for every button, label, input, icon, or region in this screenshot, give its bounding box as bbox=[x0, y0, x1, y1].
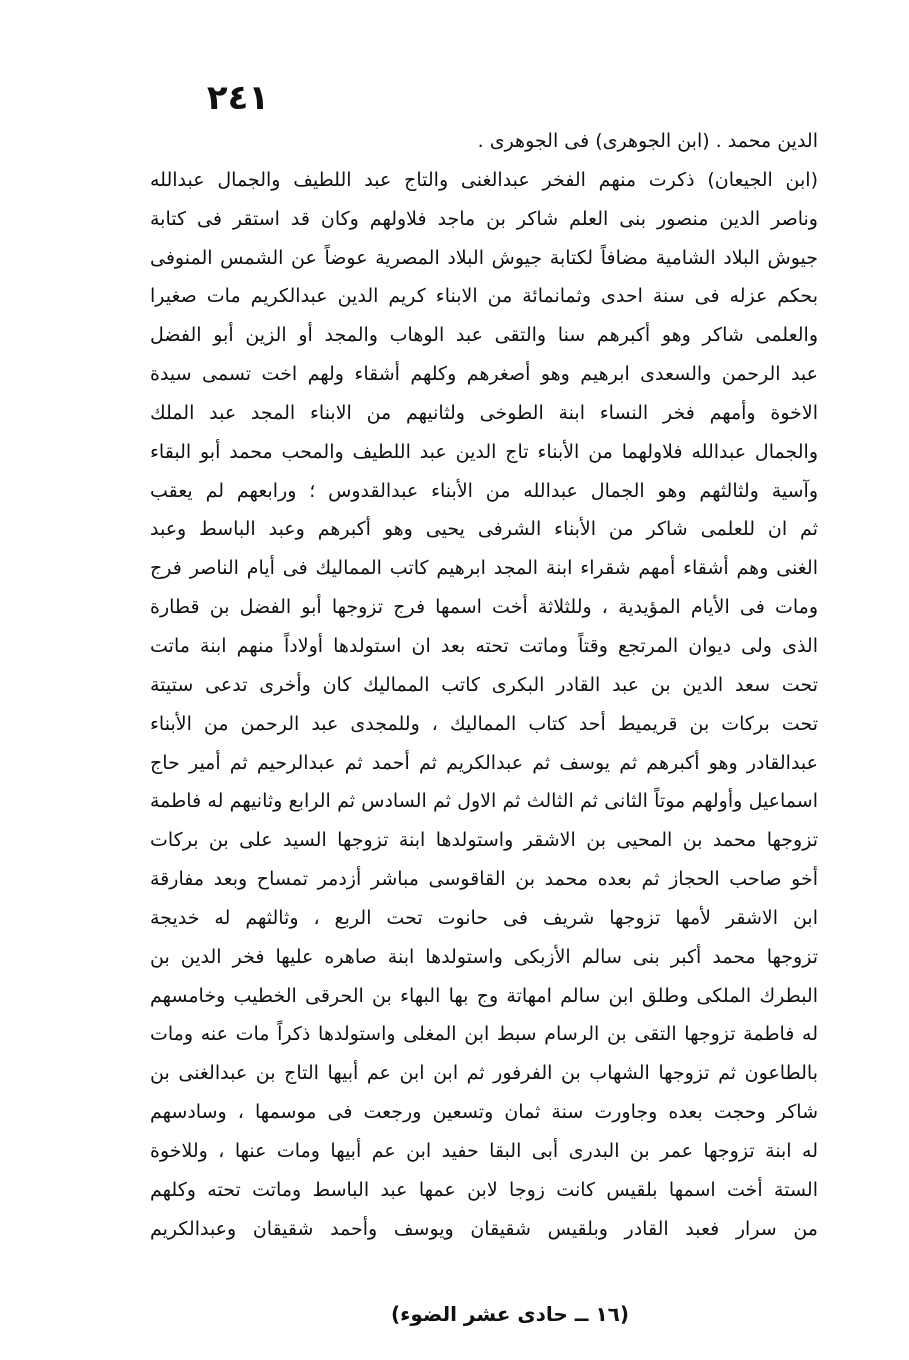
text-line: تحت بركات بن قريميط أحد كتاب المماليك ، وللمجدى عبد الرحمن من الأبناء bbox=[150, 712, 818, 735]
text-line: والعلمى شاكر وهو أكبرهم سنا والتقى عبد الوهاب والمجد أو الزين أبو الفضل bbox=[150, 324, 818, 347]
text-line: الاخوة وأمهم فخر النساء ابنة الطوخى ولثانيهم من الابناء المجد عبد الملك bbox=[150, 401, 818, 424]
text-line: تزوجها محمد أكبر بنى سالم الأزبكى واستولدها ابنة صاهره عليها فخر الدين بن bbox=[150, 945, 818, 968]
text-line: ثم ان للعلمى شاكر من الأبناء الشرفى يحيى وهو أكبرهم وعبد الباسط وعبد bbox=[150, 518, 818, 541]
text-line: بالطاعون ثم تزوجها الشهاب بن الفرفور ثم ابن ابن عم أبيها التاج بن عبدالغنى بن bbox=[150, 1062, 818, 1085]
text-line: البطرك الملكى وطلق ابن سالم امهاتة وج بها البهاء بن الحرقى الخطيب وخامسهم bbox=[150, 984, 818, 1007]
text-line: عبدالقادر وهو أكبرهم ثم يوسف ثم عبدالكريم ثم أحمد ثم عبدالرحيم ثم أمير حاج bbox=[150, 751, 818, 774]
text-line: له ابنة تزوجها عمر بن البدرى أبى البقا حفيد ابن عم أبيها ومات عنها ، وللاخوة bbox=[150, 1139, 818, 1162]
text-line: له فاطمة تزوجها التقى بن الرسام سبط ابن المغلى واستولدها ذكراً مات عنه ومات bbox=[150, 1023, 818, 1046]
text-line: الدين محمد . (ابن الجوهرى) فى الجوهرى . bbox=[477, 130, 818, 152]
page-number: ٢٤١ bbox=[206, 78, 270, 118]
text-line: ابن الاشقر لأمها تزوجها شريف فى حانوت تحت الربع ، وثالثهم له خديجة bbox=[150, 906, 818, 929]
text-line: (ابن الجيعان) ذكرت منهم الفخر عبدالغنى والتاج عبد اللطيف والجمال عبدالله bbox=[150, 168, 818, 191]
text-line: تحت سعد الدين بن عبد القادر البكرى كاتب المماليك كان وأخرى تدعى ستيتة bbox=[150, 673, 818, 696]
signature-mark: (١٦ ــ حادى عشر الضوء) bbox=[390, 1302, 630, 1326]
text-line: الستة أخت اسمها بلقيس كانت زوجا لابن عمها عبد الباسط وماتت تحته وكلهم bbox=[150, 1178, 818, 1201]
text-line: أخو صاحب الحجاز ثم بعده محمد بن القاقوسى مباشر أزدمر تمساح وبعد مفارقة bbox=[150, 868, 818, 891]
text-line: ومات فى الأيام المؤيدية ، وللثلاثة أخت اسمها فرج تزوجها أبو الفضل بن قطارة bbox=[150, 596, 818, 619]
text-line: بحكم عزله فى سنة احدى وثمانمائة من الابناء كريم الدين عبدالكريم مات صغيرا bbox=[150, 285, 818, 308]
text-line: شاكر وحجت بعده وجاورت سنة ثمان وتسعين ورجعت فى موسمها ، وسادسهم bbox=[150, 1101, 818, 1124]
text-line: جيوش البلاد الشامية مضافاً لكتابة جيوش البلاد المصرية عوضاً عن الشمس المنوفى bbox=[150, 246, 818, 269]
text-line: الذى ولى ديوان المرتجع وقتاً وماتت تحته بعد ان استولدها أولاداً منهم ابنة ماتت bbox=[150, 634, 818, 657]
text-line: وناصر الدين منصور بنى العلم شاكر بن ماجد فلاولهم وكان قد استقر فى كتابة bbox=[150, 207, 818, 230]
text-line: الغنى وهم أشقاء أمهم شقراء ابنة المجد ابرهيم كاتب المماليك فى أيام الناصر فرج bbox=[150, 557, 818, 580]
text-line: عبد الرحمن والسعدى ابرهيم وهو أصغرهم وكلهم أشقاء ولهم اخت تسمى سيدة bbox=[150, 363, 818, 386]
text-line: من سرار فعبد القادر وبلقيس شقيقان ويوسف وأحمد شقيقان وعبدالكريم bbox=[150, 1217, 818, 1240]
text-line: والجمال عبدالله فلاولهما من الأبناء تاج الدين عبد اللطيف والمحب محمد أبو البقاء bbox=[150, 440, 818, 463]
text-line: اسماعيل وأولهم موتاً الثانى ثم الثالث ثم الاول ثم السادس ثم الرابع وثانيهم له فاطمة bbox=[150, 790, 818, 813]
text-line: وآسية ولثالثهم وهو الجمال عبدالله من الأبناء عبدالقدوس ؛ ورابعهم لم يعقب bbox=[150, 479, 818, 502]
body-text bbox=[150, 122, 818, 1248]
text-line: تزوجها محمد بن المحيى بن الاشقر واستولدها ابنة تزوجها السيد على بن بركات bbox=[150, 829, 818, 852]
